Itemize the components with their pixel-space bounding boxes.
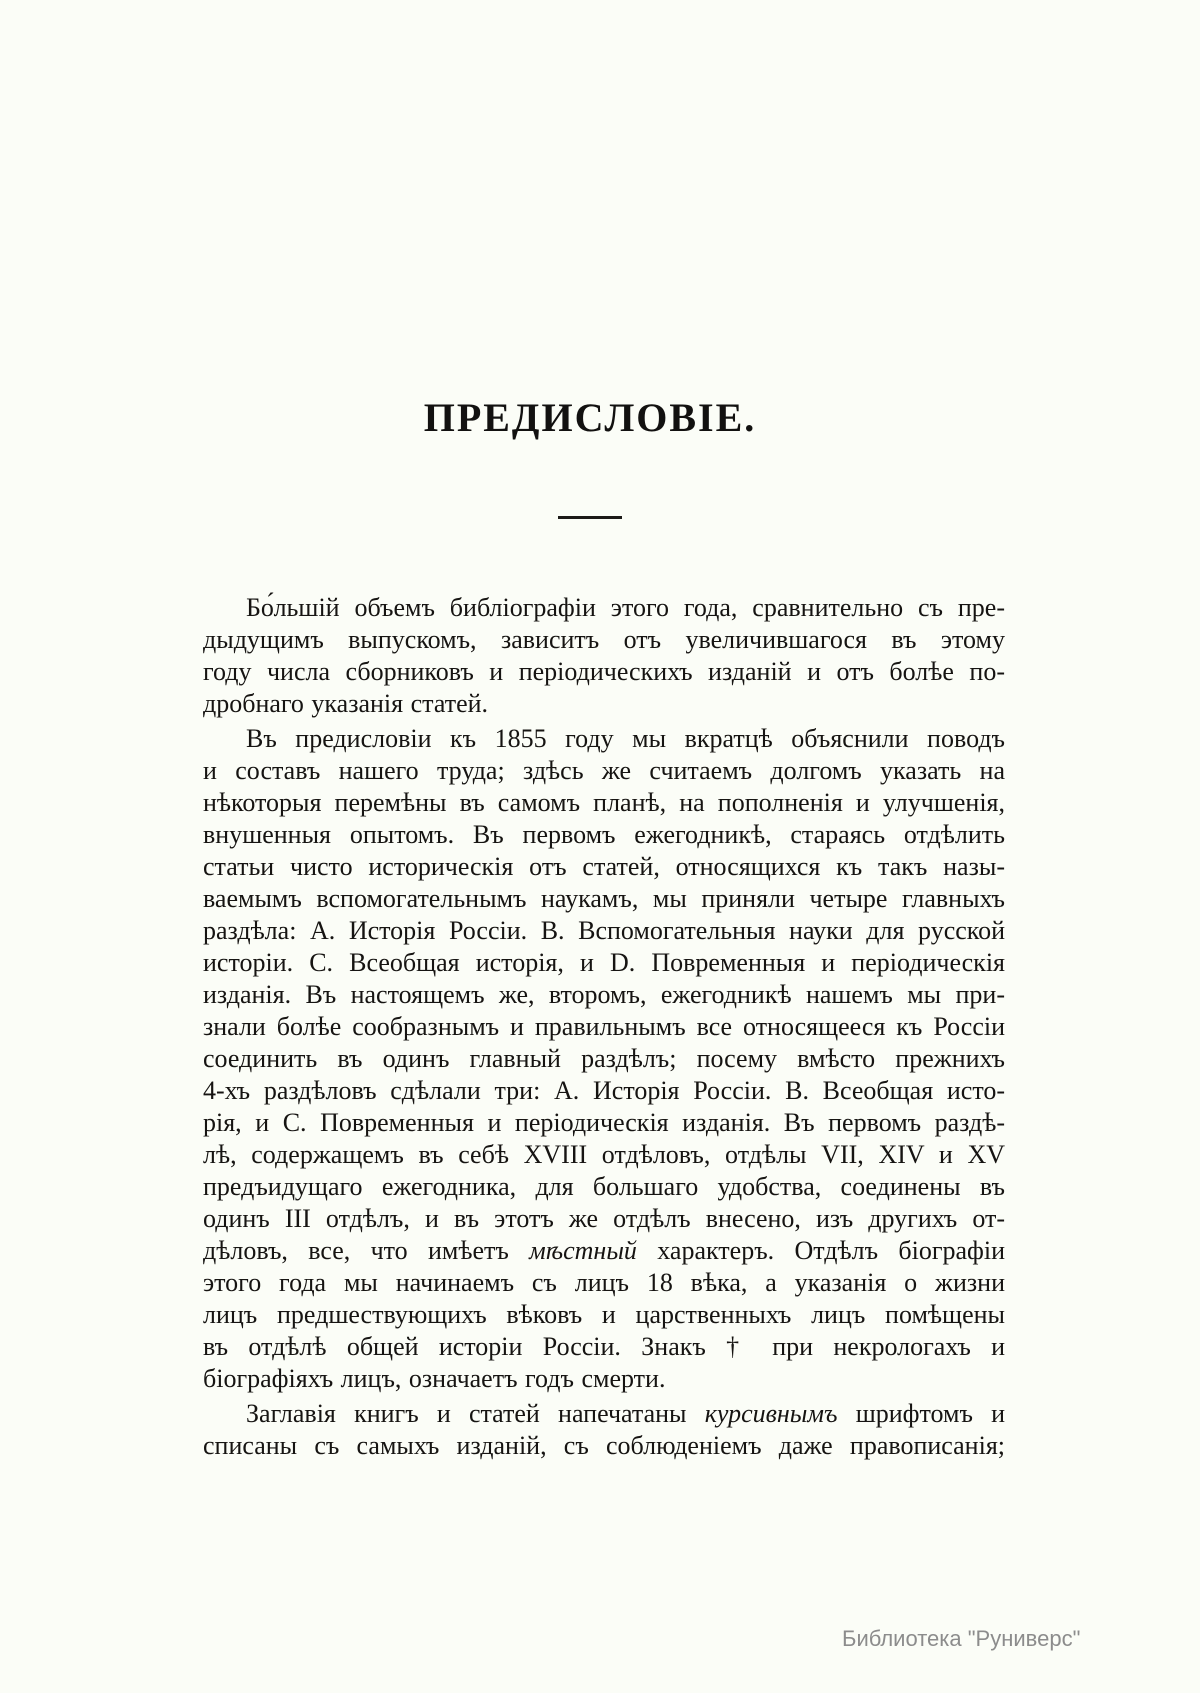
text-line: [203, 755, 1005, 787]
text-segment: году числа сборниковъ и періодическихъ изданій и отъ болѣе по-: [203, 657, 1005, 686]
text-line: [203, 883, 1005, 915]
text-segment: характеръ. Отдѣлъ біографіи: [636, 1236, 1006, 1265]
text-line: [203, 1043, 1005, 1075]
text-segment: и составъ нашего труда; здѣсь же считаемъ долгомъ указать на: [203, 756, 1005, 785]
text-line: [203, 1430, 1005, 1462]
heading-wrap: [0, 396, 1180, 440]
text-segment: Въ предисловіи къ 1855 году мы вкратцѣ объяснили поводъ: [246, 724, 1005, 753]
text-segment: исторіи. С. Всеобщая исторія, и D. Повременныя и періодическія: [203, 948, 1005, 977]
text-segment: изданія. Въ настоящемъ же, второмъ, ежегодникѣ нашемъ мы при-: [203, 980, 1005, 1009]
text-line: [203, 1171, 1005, 1203]
text-line: [203, 592, 1005, 624]
text-segment: списаны съ самыхъ изданій, съ соблюденіемъ даже правописанія;: [203, 1431, 1005, 1460]
text-block: [203, 592, 1005, 1462]
text-line: [203, 1011, 1005, 1043]
text-segment: дробнаго указанія статей.: [203, 689, 489, 718]
text-line: [203, 819, 1005, 851]
text-segment: нѣкоторыя перемѣны въ самомъ планѣ, на пополненія и улучшенія,: [203, 788, 1005, 817]
text-line: [203, 1267, 1005, 1299]
italic-text-segment: мѣстный: [529, 1236, 637, 1265]
text-segment: дѣловъ, все, что имѣетъ: [203, 1236, 530, 1265]
text-line: [203, 787, 1005, 819]
text-segment: раздѣла: А. Исторія Россіи. В. Вспомогательныя науки для русской: [203, 916, 1005, 945]
text-segment: біографіяхъ лицъ, означаетъ годъ смерти.: [203, 1364, 666, 1393]
library-watermark: Библиотека "Руниверс": [842, 1626, 1081, 1651]
text-line: [203, 1139, 1005, 1171]
paragraph: [203, 723, 1005, 1395]
text-line: [203, 1299, 1005, 1331]
text-segment: Заглавія книгъ и статей напечатаны: [246, 1399, 705, 1428]
text-segment: соединить въ одинъ главный раздѣлъ; посему вмѣсто прежнихъ: [203, 1044, 1005, 1073]
text-line: [203, 1363, 1005, 1395]
text-segment: дыдущимъ выпускомъ, зависитъ отъ увеличившагося въ этому: [203, 625, 1005, 654]
text-segment: статьи чисто историческія отъ статей, относящихся къ такъ назы-: [203, 852, 1005, 881]
text-line: [203, 1235, 1005, 1267]
text-line: [203, 1075, 1005, 1107]
paragraph: [203, 592, 1005, 720]
text-segment: одинъ III отдѣлъ, и въ этотъ же отдѣлъ внесено, изъ другихъ от-: [203, 1204, 1005, 1233]
text-segment: знали болѣе сообразнымъ и правильнымъ все относящееся къ Россіи: [203, 1012, 1005, 1041]
text-line: [203, 851, 1005, 883]
text-line: [203, 979, 1005, 1011]
text-line: [203, 688, 1005, 720]
text-line: [203, 1203, 1005, 1235]
text-segment: этого года мы начинаемъ съ лицъ 18 вѣка, а указанія о жизни: [203, 1268, 1005, 1297]
text-segment: внушенныя опытомъ. Въ первомъ ежегодникѣ, стараясь отдѣлить: [203, 820, 1005, 849]
text-line: [203, 1331, 1005, 1363]
text-segment: лѣ, содержащемъ въ себѣ XVIII отдѣловъ, отдѣлы VII, XIV и XV: [203, 1140, 1005, 1169]
text-line: [203, 1398, 1005, 1430]
text-segment: въ отдѣлѣ общей исторіи Россіи. Знакъ † при некрологахъ и: [203, 1332, 1005, 1361]
page-title: ПРЕДИСЛОВІЕ.: [423, 395, 757, 440]
paragraph: [203, 1398, 1005, 1462]
text-line: [203, 947, 1005, 979]
text-line: [203, 1107, 1005, 1139]
text-segment: ваемымъ вспомогательнымъ наукамъ, мы приняли четыре главныхъ: [203, 884, 1005, 913]
text-segment: рія, и С. Повременныя и періодическія изданія. Въ первомъ раздѣ-: [203, 1108, 1005, 1137]
text-segment: шрифтомъ и: [837, 1399, 1006, 1428]
text-line: [203, 656, 1005, 688]
text-line: [203, 624, 1005, 656]
italic-text-segment: курсивнымъ: [704, 1399, 838, 1428]
text-segment: Бо́льшій объемъ библіографіи этого года, сравнительно съ пре-: [246, 593, 1005, 622]
text-line: [203, 915, 1005, 947]
title-divider-rule: [558, 516, 622, 519]
text-segment: 4-хъ раздѣловъ сдѣлали три: А. Исторія Россіи. В. Всеобщая исто-: [203, 1076, 1005, 1105]
text-segment: лицъ предшествующихъ вѣковъ и царственныхъ лицъ помѣщены: [203, 1300, 1005, 1329]
text-line: [203, 723, 1005, 755]
text-segment: предъидущаго ежегодника, для большаго удобства, соединены въ: [203, 1172, 1005, 1201]
